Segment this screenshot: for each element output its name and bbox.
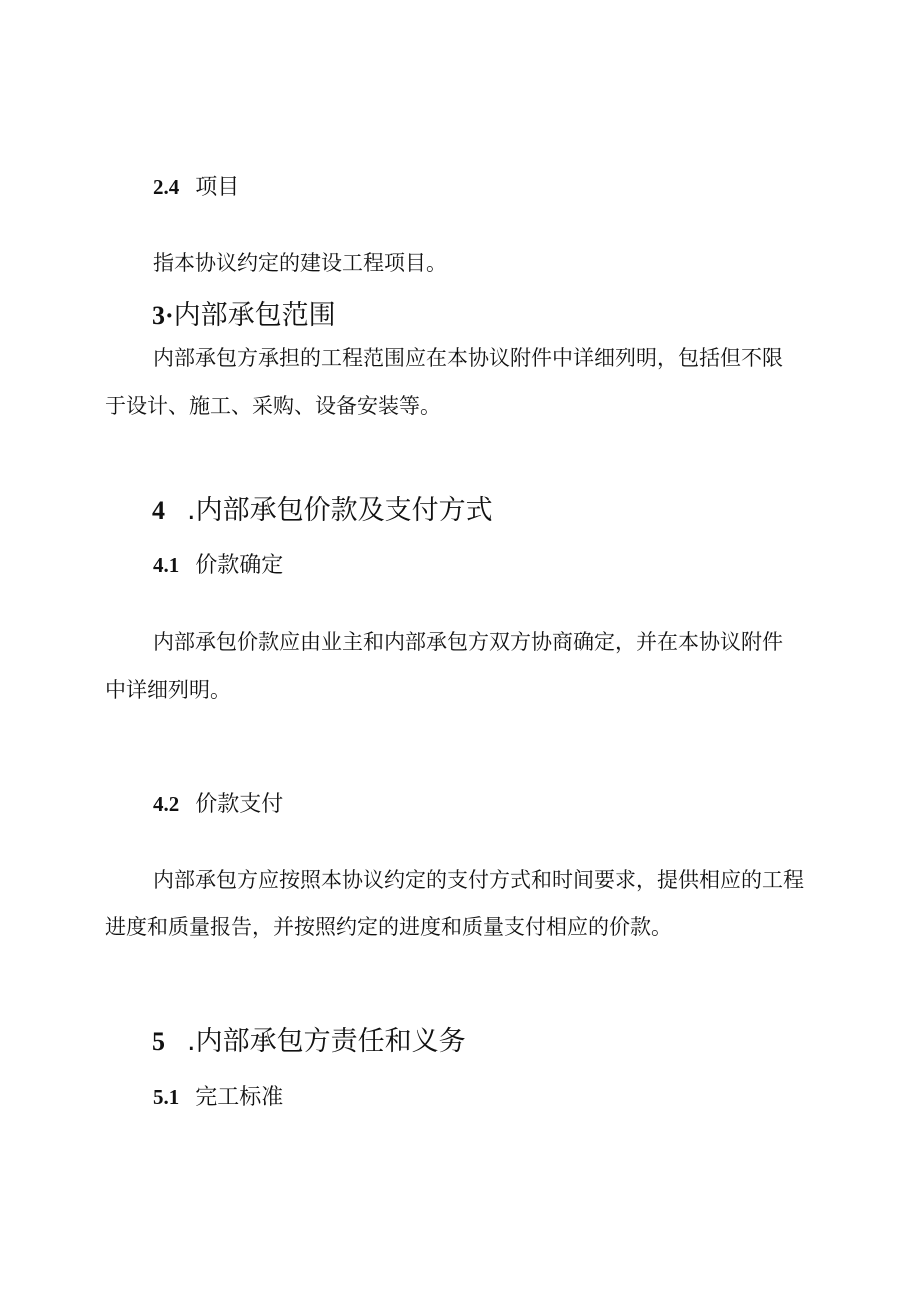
paragraph-line: 指本协议约定的建设工程项目。 — [153, 251, 447, 275]
section-title: 项目 — [195, 175, 240, 200]
section-3-paragraph-line-1 — [153, 348, 783, 369]
section-number: 4.1 — [153, 553, 180, 577]
paragraph-line: 于设计、施工、采购、设备安装等。 — [105, 394, 441, 418]
section-5-heading — [152, 1019, 466, 1058]
section-5-1-heading — [153, 1080, 283, 1111]
section-4-heading — [152, 488, 493, 527]
section-number: 5.1 — [153, 1085, 180, 1109]
section-title: .内部承包价款及支付方式 — [187, 495, 493, 526]
paragraph-line: 中详细列明。 — [105, 678, 231, 702]
section-3-heading — [152, 293, 336, 332]
section-number: 4 — [152, 496, 165, 525]
section-4-2-paragraph-line-1 — [153, 870, 804, 891]
section-title: 完工标准 — [195, 1085, 284, 1110]
paragraph-line: 进度和质量报告，并按照约定的进度和质量支付相应的价款。 — [105, 915, 672, 939]
section-4-2-heading — [153, 787, 283, 818]
section-number: 5 — [152, 1027, 165, 1056]
section-2-4-heading — [153, 170, 239, 201]
section-number: 4.2 — [153, 792, 180, 816]
section-2-4-paragraph — [153, 253, 447, 274]
paragraph-line: 内部承包方应按照本协议约定的支付方式和时间要求，提供相应的工程 — [153, 868, 804, 892]
section-number: 2.4 — [153, 175, 180, 199]
section-4-2-paragraph-line-2 — [105, 917, 672, 938]
paragraph-line: 内部承包价款应由业主和内部承包方双方协商确定，并在本协议附件 — [153, 630, 783, 654]
section-number: 3· — [152, 301, 174, 330]
section-title: 内部承包范围 — [173, 300, 336, 331]
section-title: 价款确定 — [195, 553, 284, 578]
section-title: 价款支付 — [195, 792, 284, 817]
section-4-1-heading — [153, 548, 283, 579]
section-4-1-paragraph-line-1 — [153, 632, 783, 653]
section-title: .内部承包方责任和义务 — [187, 1026, 466, 1057]
paragraph-line: 内部承包方承担的工程范围应在本协议附件中详细列明，包括但不限 — [153, 346, 783, 370]
section-4-1-paragraph-line-2 — [105, 680, 231, 701]
section-3-paragraph-line-2 — [105, 396, 441, 417]
